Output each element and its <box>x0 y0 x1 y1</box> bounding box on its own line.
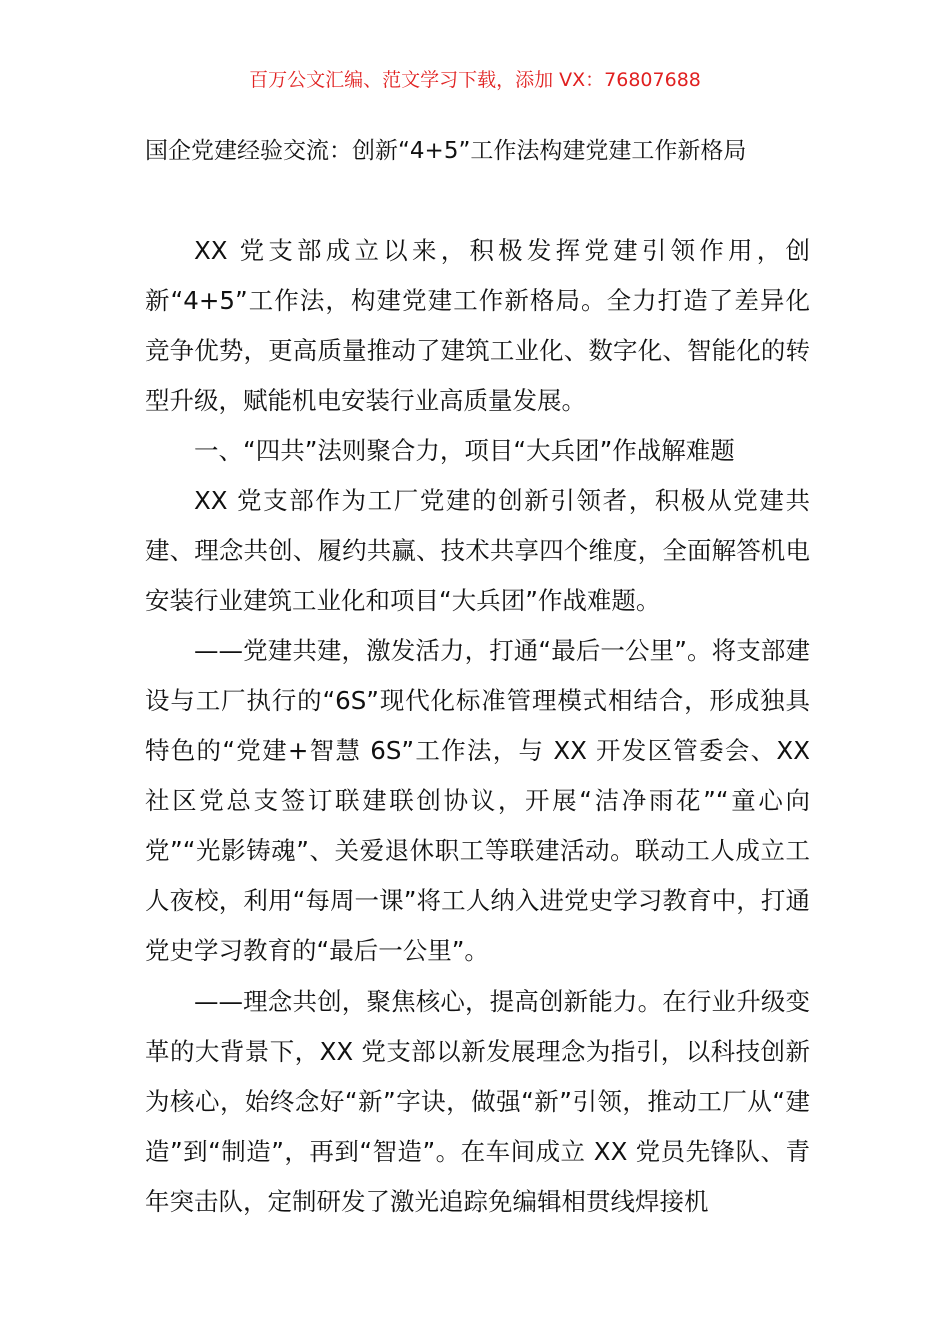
watermark-header: 百万公文汇编、范文学习下载，添加 VX：76807688 <box>249 69 701 91</box>
document-title: 国企党建经验交流：创新“4+5”工作法构建党建工作新格局 <box>145 138 747 164</box>
paragraph-intro: XX 党支部成立以来，积极发挥党建引领作用，创新“4+5”工作法，构建党建工作新格局。全力打造了差异化竞争优势，更高质量推动了建筑工业化、数字化、智能化的转型升级，赋能机电安装行业高质量发展。 <box>145 236 810 415</box>
section-heading-1: 一、“四共”法则聚合力，项目“大兵团”作战解难题 <box>194 436 735 465</box>
paragraph-party-building: ——党建共建，激发活力，打通“最后一公里”。将支部建设与工厂执行的“6S”现代化标准管理模式相结合，形成独具特色的“党建+智慧 6S”工作法，与 XX 开发区管委会、XX 社区党总支签订联建联创协议，开展“洁净雨花”“童心向党”“光影铸魂”、关爱退休职工等联建活动。联动工人成立工人夜校，利用“每周一课”将工人纳入进党史学习教育中，打通党史学习教育的“最后一公里”。 <box>145 636 810 965</box>
paragraph-concept-innovation: ——理念共创，聚焦核心，提高创新能力。在行业升级变革的大背景下，XX 党支部以新发展理念为指引，以科技创新为核心，始终念好“新”字诀，做强“新”引领，推动工厂从“建造”到“制造”，再到“智造”。在车间成立 XX 党员先锋队、青年突击队，定制研发了激光追踪免编辑相贯线焊接机 <box>145 987 810 1216</box>
paragraph-section-1: XX 党支部作为工厂党建的创新引领者，积极从党建共建、理念共创、履约共赢、技术共享四个维度，全面解答机电安装行业建筑工业化和项目“大兵团”作战难题。 <box>145 486 810 615</box>
